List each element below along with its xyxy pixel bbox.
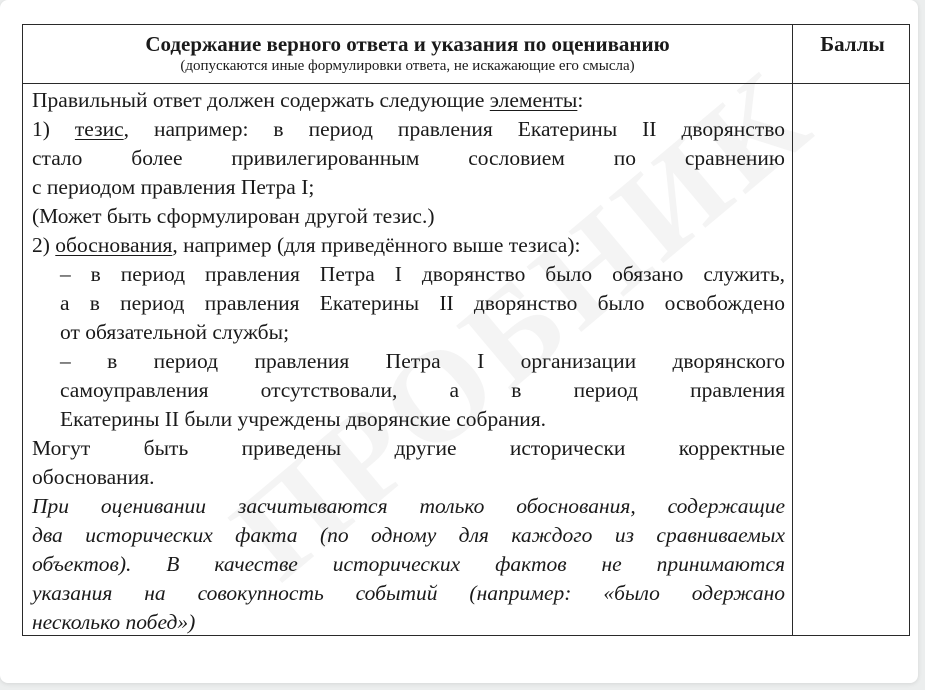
header-title: Содержание верного ответа и указания по оцениванию xyxy=(145,32,670,56)
elements-term: элементы xyxy=(489,88,578,112)
thesis-note: (Может быть сформулирован другой тезис.) xyxy=(32,204,435,228)
other-line-2: обоснования. xyxy=(32,465,155,489)
intro-line xyxy=(32,86,785,115)
score-column-header: Баллы xyxy=(820,32,885,56)
other-line-1: Могут быть приведены другие исторически корректные xyxy=(32,436,785,460)
bullet-2-line-1: – в период правления Петра I организации дворянского xyxy=(60,349,785,373)
bullet-1-line-1: – в период правления Петра I дворянство было обязано служить, xyxy=(60,262,785,286)
rule-line-5: несколько побед») xyxy=(32,610,196,634)
thesis-text-1: , например: в период правления Екатерины II дворянство xyxy=(123,117,785,141)
thesis-number: 1) xyxy=(32,117,75,141)
bullet-2-line-3: Екатерины II были учреждены дворянские собрания. xyxy=(60,407,547,431)
content-column-header xyxy=(23,31,792,75)
intro-colon: : xyxy=(577,88,584,112)
bullet-2-line-2: самоуправления отсутствовали, а в период правления xyxy=(60,378,785,402)
header-divider xyxy=(23,83,909,84)
justification-term: обоснования xyxy=(55,233,173,257)
answer-content xyxy=(32,86,785,637)
intro-text: Правильный ответ должен содержать следующие xyxy=(32,88,490,112)
thesis-term: тезис xyxy=(74,117,124,141)
rule-line-3: объектов). В качестве исторических фактов не принимаются xyxy=(32,552,785,576)
header-subtitle: (допускаются иные формулировки ответа, не искажающие его смысла) xyxy=(180,58,635,74)
column-divider xyxy=(792,25,793,635)
rule-line-1: При оценивании засчитываются только обоснования, содержащие xyxy=(32,494,785,518)
rule-line-2: два исторических факта (по одному для каждого из сравниваемых xyxy=(32,523,785,547)
justification-line-1 xyxy=(32,231,785,260)
bullet-1-line-3: от обязательной службы; xyxy=(60,320,290,344)
thesis-line-2: стало более привилегированным сословием по сравнению xyxy=(32,146,785,170)
bullet-1-line-2: а в период правления Екатерины II дворянство было освобождено xyxy=(60,291,785,315)
rule-line-4: указания на совокупность событий (например: «было одержано xyxy=(32,581,785,605)
grading-table xyxy=(22,24,910,636)
thesis-line-1 xyxy=(32,115,785,144)
thesis-line-3: с периодом правления Петра I; xyxy=(32,175,315,199)
justification-number: 2) xyxy=(32,233,56,257)
justification-text: , например (для приведённого выше тезиса): xyxy=(172,233,581,257)
